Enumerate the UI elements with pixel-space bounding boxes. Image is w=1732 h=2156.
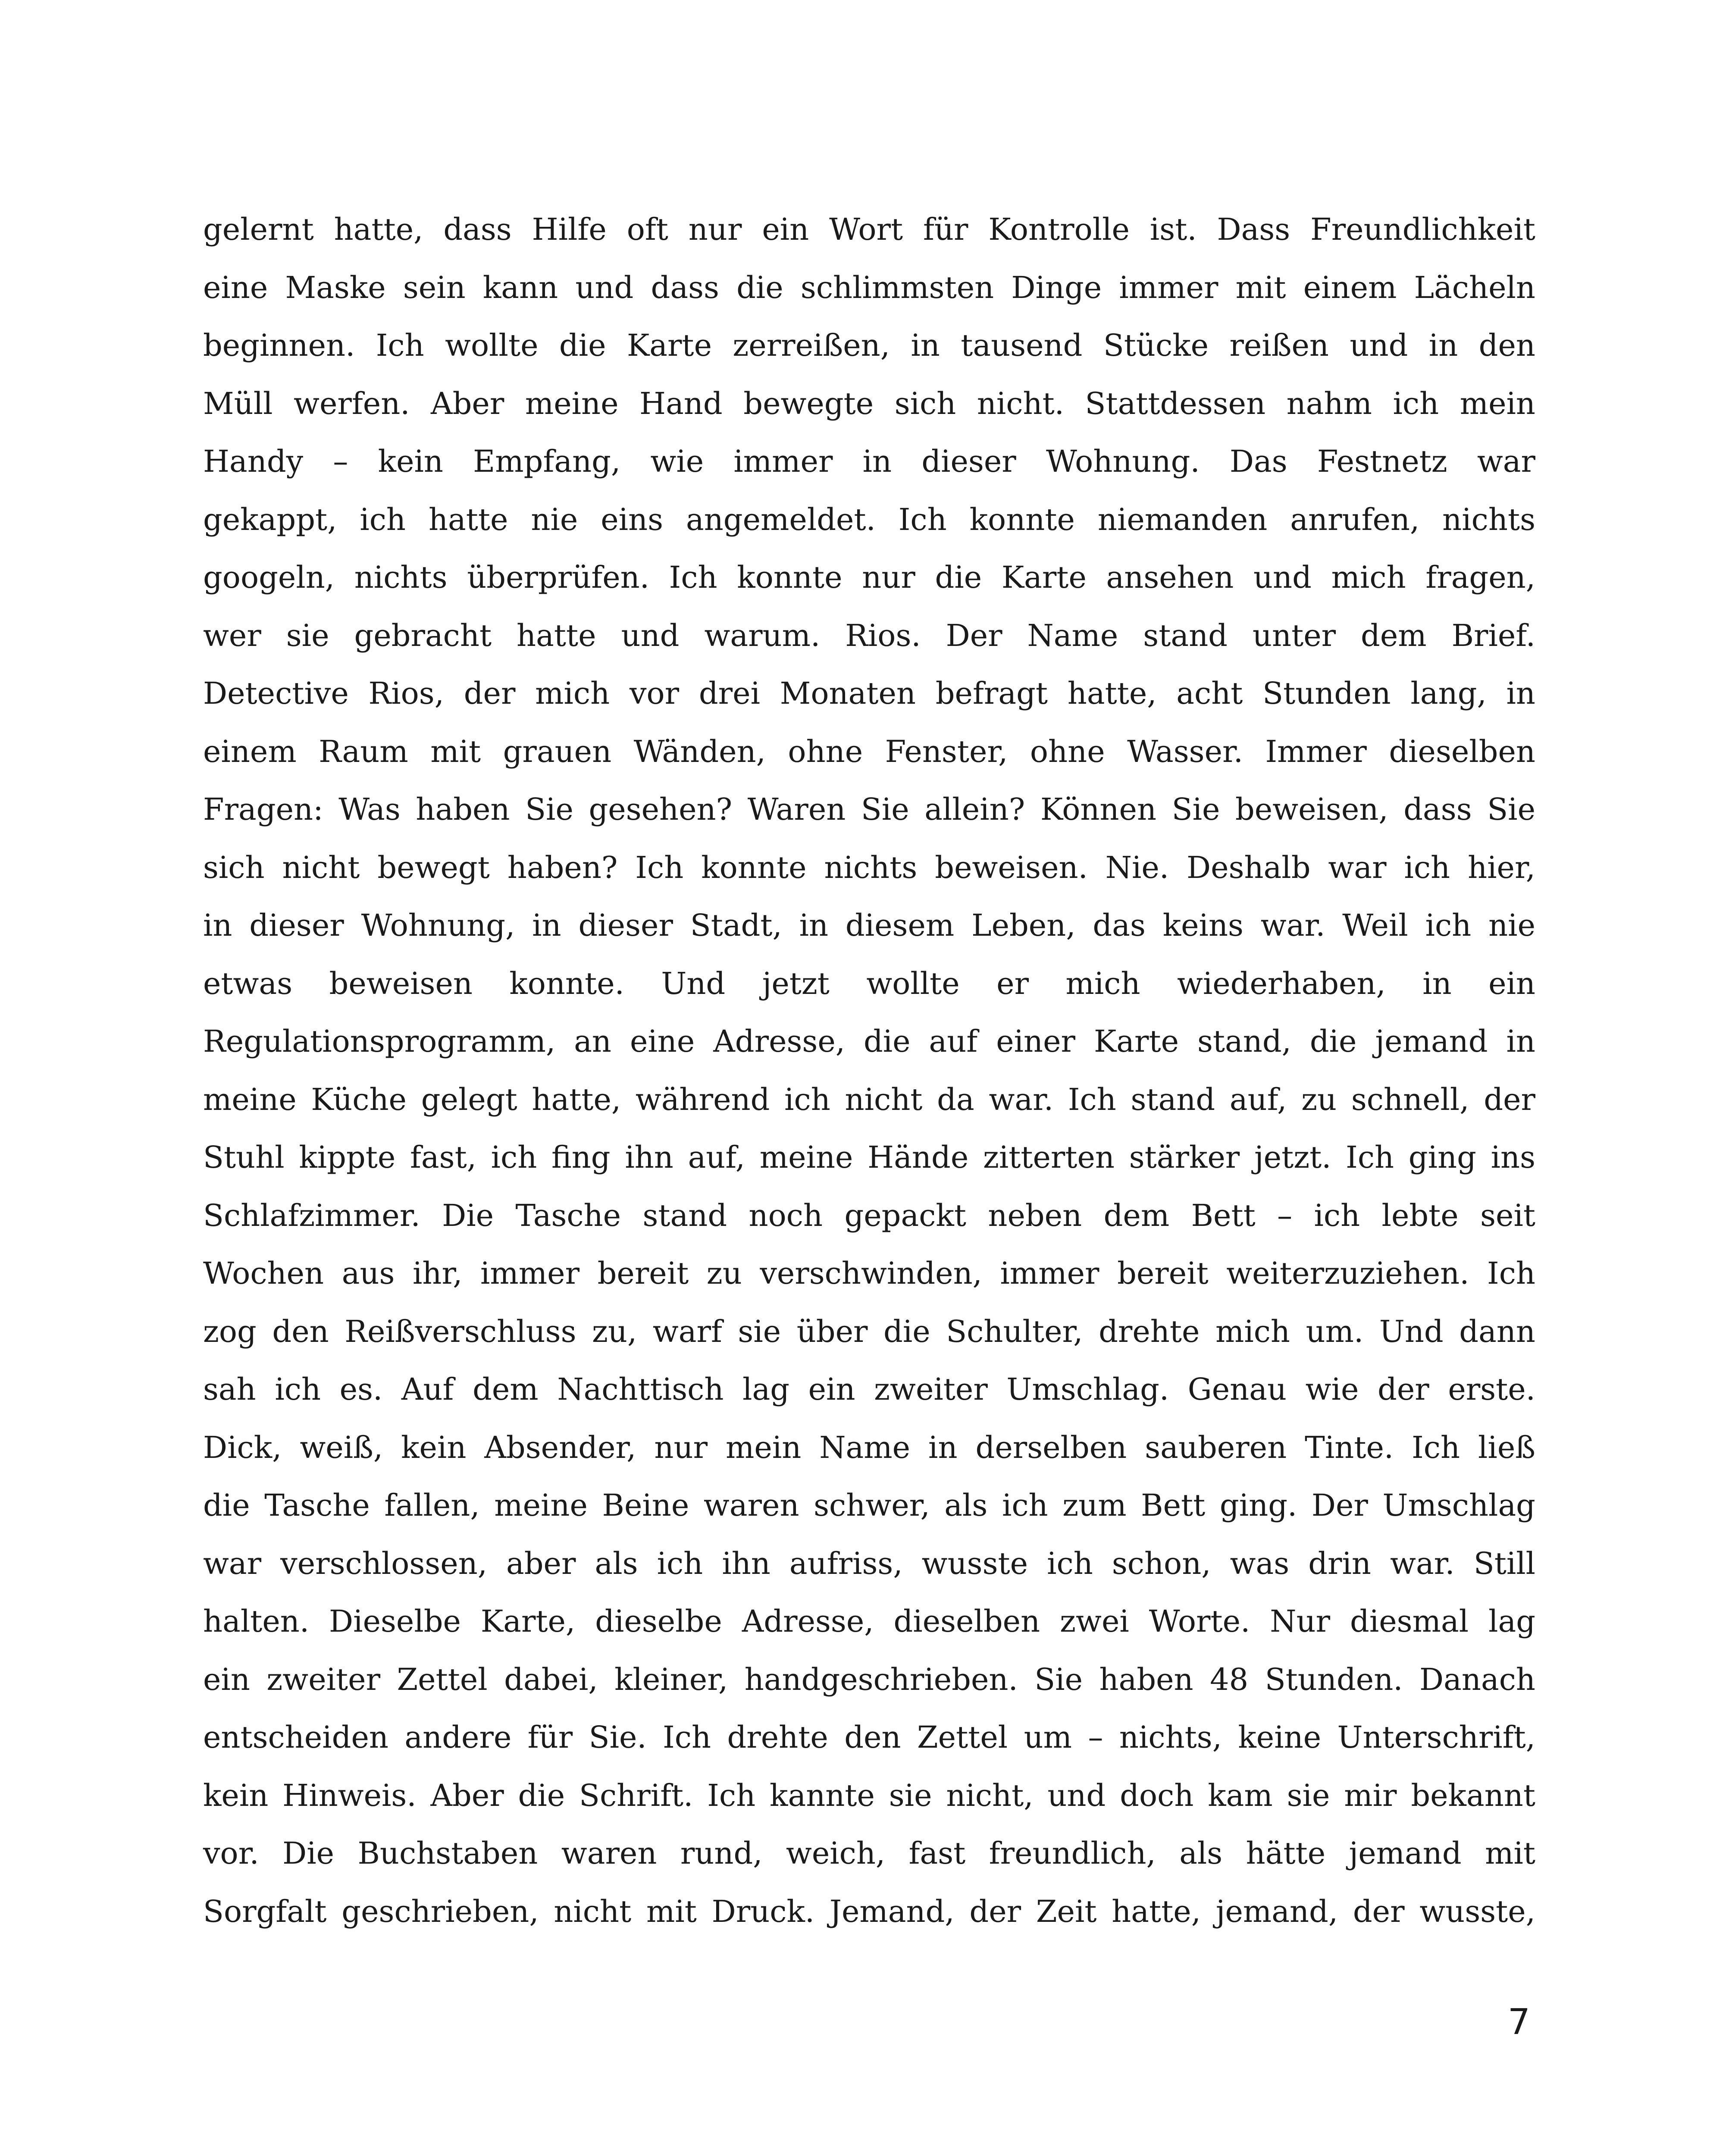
text-line: sah ich es. Auf dem Nachttisch lag ein zweiter Umschlag. Genau wie der erste. [203, 1372, 1535, 1407]
text-line: Stuhl kippte fast, ich fing ihn auf, meine Hände zitterten stärker jetzt. Ich ging ins [203, 1140, 1535, 1175]
text-line: entscheiden andere für Sie. Ich drehte den Zettel um – nichts, keine Unterschrift, [203, 1720, 1535, 1755]
text-line: etwas beweisen konnte. Und jetzt wollte er mich wiederhaben, in ein [203, 965, 1535, 1001]
page-number: 7 [1507, 2002, 1530, 2043]
text-line: vor. Die Buchstaben waren rund, weich, fast freundlich, als hätte jemand mit [203, 1836, 1535, 1871]
text-line: Fragen: Was haben Sie gesehen? Waren Sie allein? Können Sie beweisen, dass Sie [203, 792, 1535, 827]
text-line: meine Küche gelegt hatte, während ich nicht da war. Ich stand auf, zu schnell, der [203, 1081, 1535, 1117]
text-line: Regulationsprogramm, an eine Adresse, die auf einer Karte stand, die jemand in [203, 1024, 1535, 1059]
text-line: kein Hinweis. Aber die Schrift. Ich kannte sie nicht, und doch kam sie mir bekannt [203, 1777, 1535, 1813]
text-line: in dieser Wohnung, in dieser Stadt, in diesem Leben, das keins war. Weil ich nie [203, 908, 1535, 943]
text-line: die Tasche fallen, meine Beine waren schwer, als ich zum Bett ging. Der Umschlag [203, 1488, 1535, 1523]
text-line: ein zweiter Zettel dabei, kleiner, handgeschrieben. Sie haben 48 Stunden. Danach [203, 1661, 1535, 1697]
text-line: Schlafzimmer. Die Tasche stand noch gepackt neben dem Bett – ich lebte seit [203, 1197, 1535, 1233]
text-line: gekappt, ich hatte nie eins angemeldet. Ich konnte niemanden anrufen, nichts [203, 501, 1535, 537]
text-line: war verschlossen, aber als ich ihn aufriss, wusste ich schon, was drin war. Still [203, 1545, 1535, 1581]
text-line: Müll werfen. Aber meine Hand bewegte sich nicht. Stattdessen nahm ich mein [203, 385, 1535, 421]
text-line: gelernt hatte, dass Hilfe oft nur ein Wort für Kontrolle ist. Dass Freundlichkeit [203, 212, 1535, 247]
text-line: Dick, weiß, kein Absender, nur mein Name in derselben sauberen Tinte. Ich ließ [203, 1429, 1535, 1465]
text-line: zog den Reißverschluss zu, warf sie über die Schulter, drehte mich um. Und dann [203, 1313, 1535, 1349]
text-line: eine Maske sein kann und dass die schlimmsten Dinge immer mit einem Lächeln [203, 270, 1535, 305]
text-line: einem Raum mit grauen Wänden, ohne Fenster, ohne Wasser. Immer dieselben [203, 733, 1535, 769]
text-line: wer sie gebracht hatte und warum. Rios. Der Name stand unter dem Brief. [203, 617, 1535, 653]
text-line: sich nicht bewegt haben? Ich konnte nichts beweisen. Nie. Deshalb war ich hier, [203, 849, 1535, 885]
text-line: halten. Dieselbe Karte, dieselbe Adresse, dieselben zwei Worte. Nur diesmal lag [203, 1604, 1535, 1639]
text-line: Wochen aus ihr, immer bereit zu verschwinden, immer bereit weiterzuziehen. Ich [203, 1256, 1535, 1291]
text-line: googeln, nichts überprüfen. Ich konnte nur die Karte ansehen und mich fragen, [203, 560, 1535, 595]
text-line: Sorgfalt geschrieben, nicht mit Druck. Jemand, der Zeit hatte, jemand, der wusste, [203, 1893, 1535, 1929]
text-line: beginnen. Ich wollte die Karte zerreißen, in tausend Stücke reißen und in den [203, 328, 1535, 363]
text-line: Handy – kein Empfang, wie immer in dieser Wohnung. Das Festnetz war [203, 444, 1535, 479]
text-line: Detective Rios, der mich vor drei Monaten befragt hatte, acht Stunden lang, in [203, 676, 1535, 711]
body-text [203, 201, 1535, 1940]
